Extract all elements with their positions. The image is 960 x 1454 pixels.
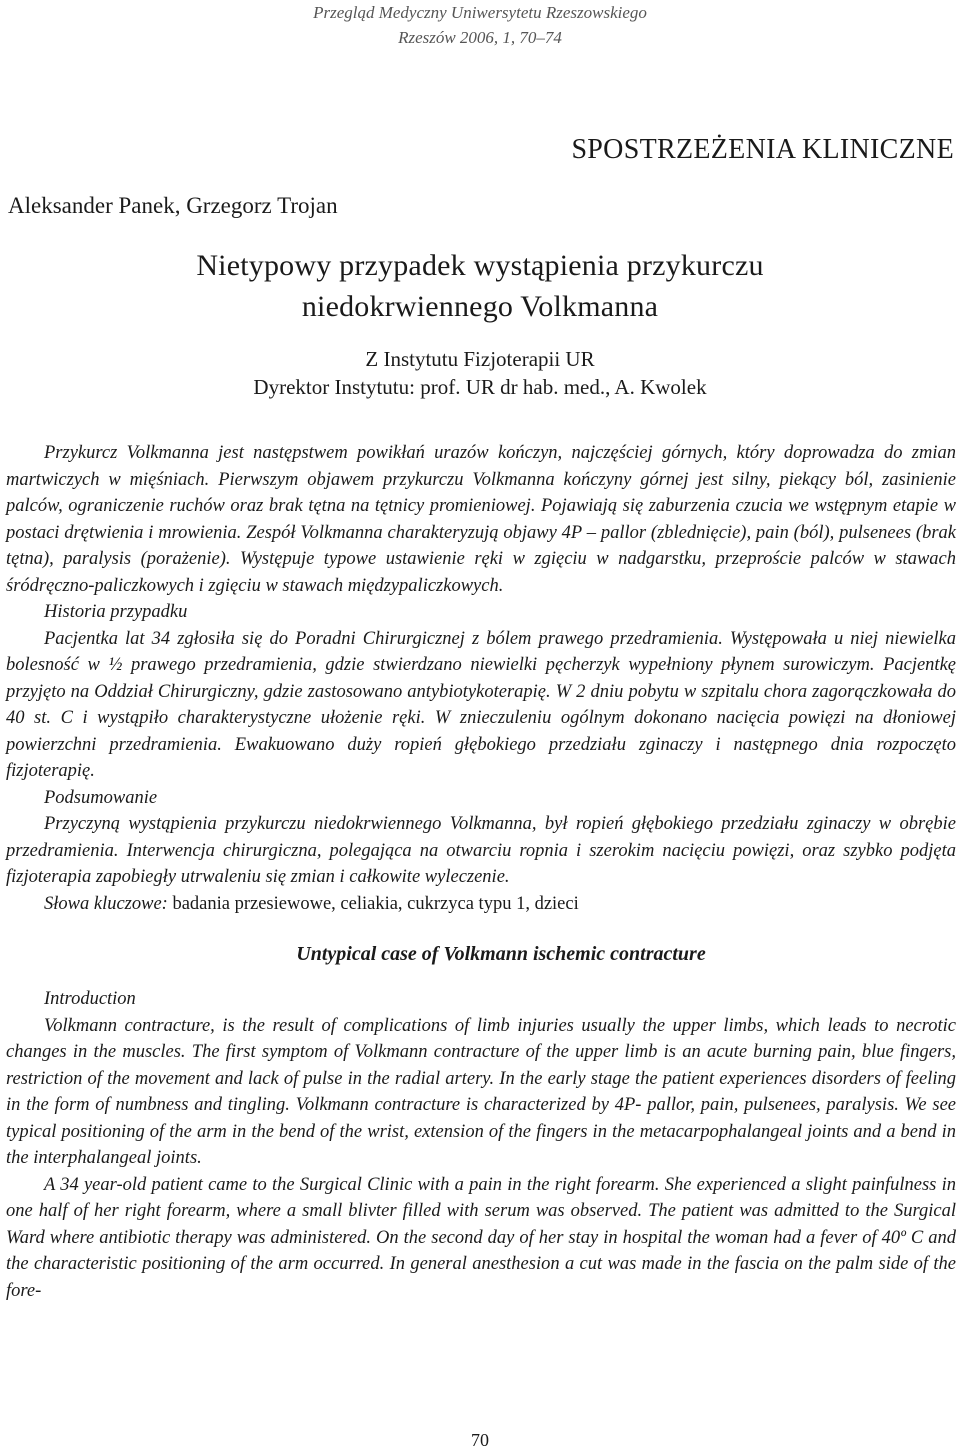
abstract-en-intro-heading: Introduction (44, 989, 136, 1009)
abstract-pl-case-text: Pacjentka lat 34 zgłosiła się do Poradni Chirurgicznej z bólem prawego przedramienia. Występowała u niej niewielka bolesność w ½ prawego przedramienia, gdzie stwierdzano niewielki pęcherzyk wypełniony płynem surowiczym. Pacjentkę przyjęto na Oddział Chirurgiczny, gdzie zastosowano antybiotykoterapię. W 2 dniu pobytu w szpitalu chora zagorączkowała do 40 st. C i wystąpiło charakterystyczne ułożenie ręki. W znieczuleniu ogólnym dokonano nacięcia powięzi na dłoniowej powierzchni przedramienia. Ewakuowano duży ropień głębokiego przedziału zginaczy i następnego dnia rozpoczęto fizjoterapię. (6, 628, 956, 781)
authors: Aleksander Panek, Grzegorz Trojan (8, 193, 338, 218)
article-body (6, 440, 956, 1304)
affiliation-institute: Z Instytutu Fizjoterapii UR (365, 347, 595, 371)
abstract-en-case-text: A 34 year-old patient came to the Surgical Clinic with a pain in the right forearm. She experienced a slight painfulness in one half of her right forearm, where a small blivter filled with serum was observed. The patient was admitted to the Surgical Ward where antibiotic therapy was administered. On the second day of her stay in hospital the woman had a fever of 40º C and the characteristic positioning of the arm occurred. In general anesthesion a cut was made in the fascia on the palm side of the fore- (6, 1174, 956, 1301)
affiliation (0, 345, 960, 401)
section-label: SPOSTRZEŻENIA KLINICZNE (571, 134, 954, 165)
article-title (0, 245, 960, 327)
keywords-label: Słowa kluczowe: (44, 893, 168, 914)
journal-name: Przegląd Medyczny Uniwersytetu Rzeszowskiego (313, 3, 647, 22)
abstract-pl-case-heading: Historia przypadku (44, 602, 188, 622)
article-title-line-2: niedokrwiennego Volkmanna (301, 290, 659, 323)
keywords-line (6, 891, 956, 918)
abstract-en-intro-text: Volkmann contracture, is the result of complications of limb injuries usually the upper limbs, which leads to necrotic changes in the muscles. The first symptom of Volkmann contracture of the upper limb is an acute burning pain, blue fingers, restriction of the movement and lack of pulse in the radial artery. In the early stage the patient experiences disorders of feeling in the form of numbness and tingling. Volkmann contracture is characterized by 4P- pallor, pain, pulsenees, paralysis. We see typical positioning of the arm in the bend of the wrist, extension of the fingers in the metacarpophalangeal joints and a bend in the interphalangeal joints. (6, 1015, 956, 1168)
article-title-line-1: Nietypowy przypadek wystąpienia przykurczu (196, 249, 764, 282)
journal-header (0, 0, 960, 50)
affiliation-director: Dyrektor Instytutu: prof. UR dr hab. med., A. Kwolek (253, 375, 707, 399)
abstract-pl-summary-heading: Podsumowanie (44, 787, 158, 808)
abstract-en-title: Untypical case of Volkmann ischemic contracture (296, 943, 706, 965)
page-number: 70 (471, 1430, 489, 1450)
keywords-text: badania przesiewowe, celiakia, cukrzyca typu 1, dzieci (167, 893, 579, 914)
abstract-pl-summary-text: Przyczyną wystąpienia przykurczu niedokrwiennego Volkmanna, był ropień głębokiego przedziału zginaczy w obrębie przedramienia. Interwencja chirurgiczna, polegająca na otwarciu ropnia i szerokim nacięciu powięzi, oraz szybko podjęta fizjoterapia zapobiegły utrwaleniu się zmian i całkowite wyleczenie. (6, 814, 956, 887)
abstract-pl-intro: Przykurcz Volkmanna jest następstwem powikłań urazów kończyn, najczęściej górnych, który doprowadza do zmian martwiczych w mięśniach. Pierwszym objawem przykurczu Volkmanna kończyny górnej jest silny, piekący ból, zasinienie palców, ograniczenie ruchów oraz brak tętna na tętnicy promieniowej. Pojawiają się zaburzenia czucia we wstępnym etapie w postaci drętwienia i mrowienia. Zespół Volkmanna charakteryzują objawy 4P – pallor (zblednięcie), pain (ból), pulsenees (brak tętna), paralysis (porażenie). Występuje typowe ustawienie ręki w zgięciu w nadgarstku, przeproście palców w stawach śródręczno-paliczkowych i zgięciu w stawach międzypaliczkowych. (6, 443, 956, 596)
journal-issue: Rzeszów 2006, 1, 70–74 (398, 28, 562, 47)
